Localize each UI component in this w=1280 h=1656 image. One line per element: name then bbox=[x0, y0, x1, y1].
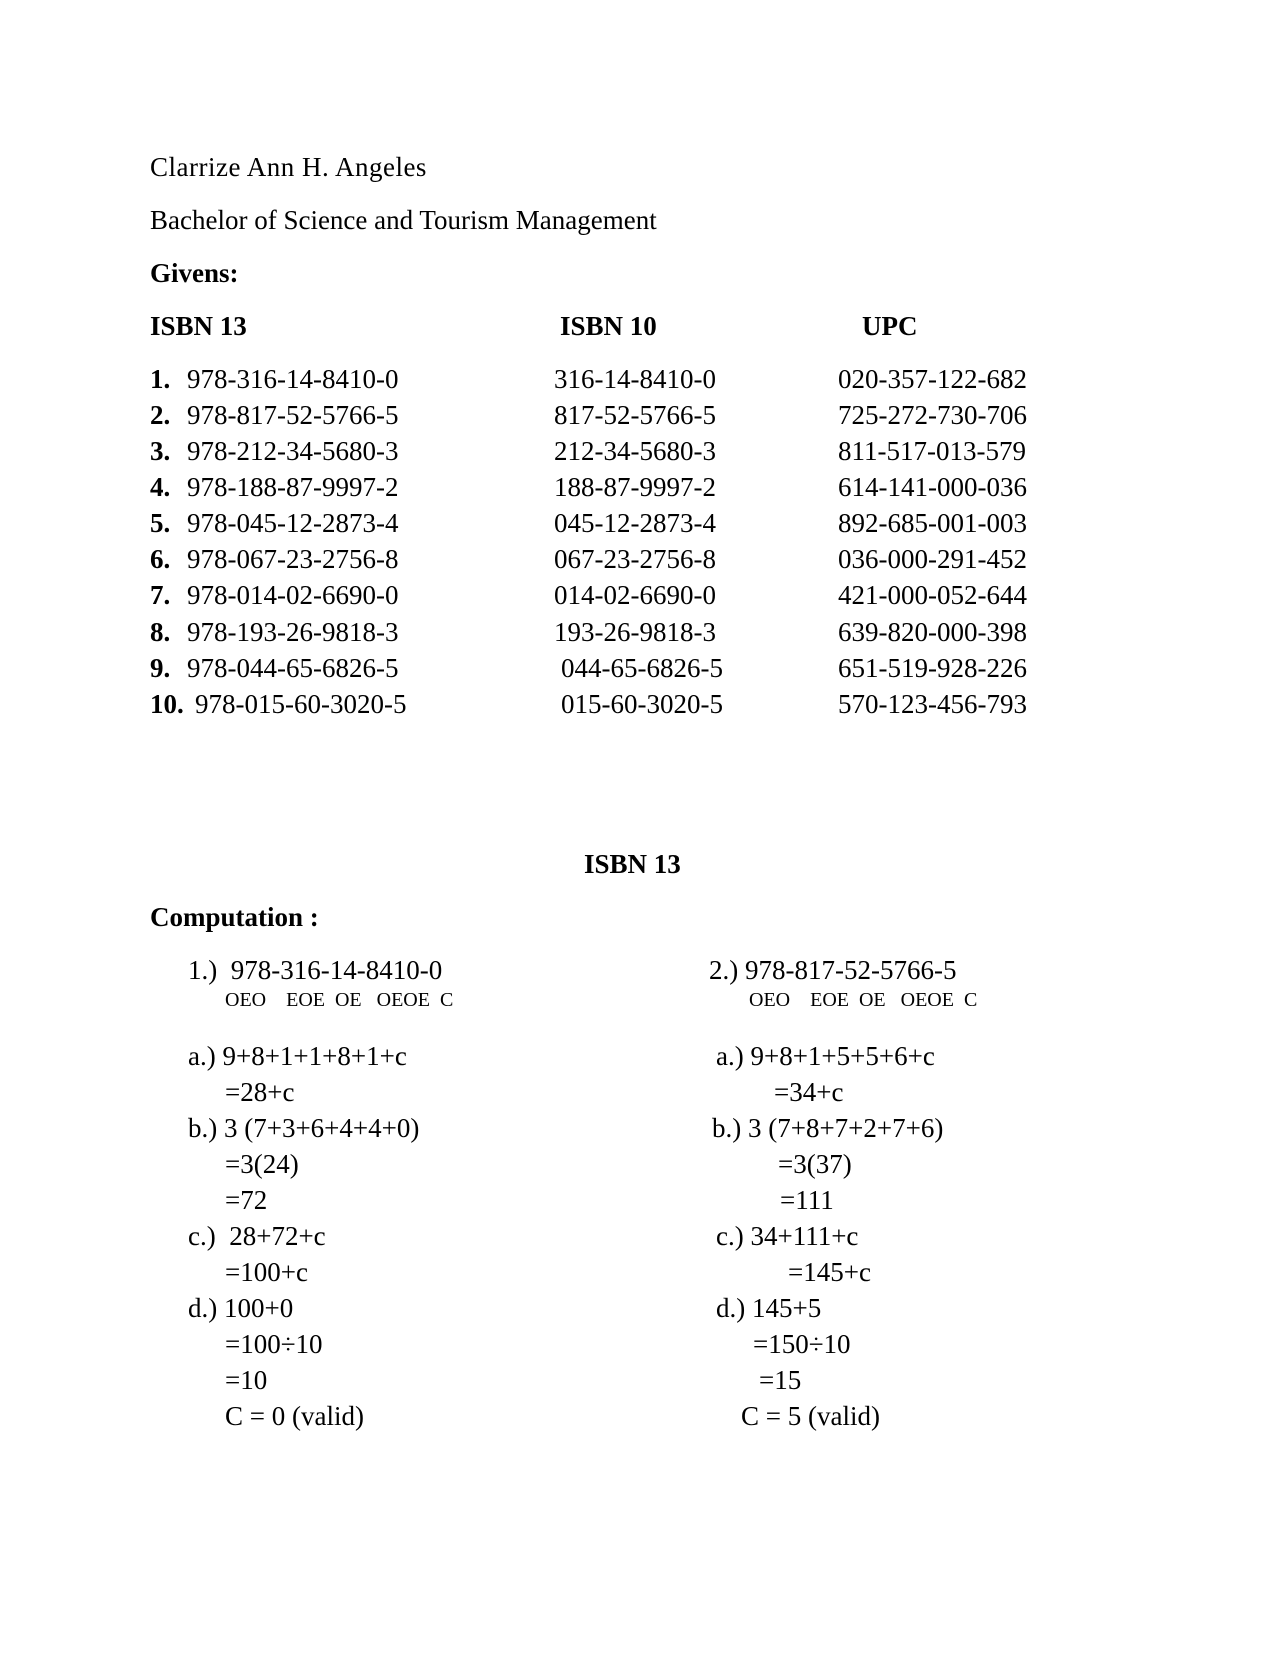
upc-value: 020-357-122-682 bbox=[838, 364, 1027, 394]
table-row bbox=[150, 687, 406, 721]
step-line: d.) 100+0 bbox=[188, 1293, 294, 1323]
step-line: =111 bbox=[780, 1185, 834, 1215]
givens-label: Givens: bbox=[150, 258, 239, 288]
isbn10-value: 188-87-9997-2 bbox=[554, 472, 716, 502]
isbn13-value: 978-212-34-5680-3 bbox=[187, 436, 399, 466]
row-number: 6. bbox=[150, 544, 171, 574]
upc-value: 421-000-052-644 bbox=[838, 580, 1027, 610]
isbn10-value: 045-12-2873-4 bbox=[554, 508, 716, 538]
step-line: d.) 145+5 bbox=[716, 1293, 822, 1323]
step-line: a.) 9+8+1+1+8+1+c bbox=[188, 1041, 407, 1071]
isbn10-value: 212-34-5680-3 bbox=[554, 436, 716, 466]
isbn10-value: 044-65-6826-5 bbox=[561, 653, 723, 683]
step-line: =28+c bbox=[225, 1077, 295, 1107]
table-row bbox=[150, 398, 398, 432]
check-digit-result: C = 0 (valid) bbox=[225, 1401, 364, 1431]
upc-value: 614-141-000-036 bbox=[838, 472, 1027, 502]
isbn10-value: 817-52-5766-5 bbox=[554, 400, 716, 430]
step-line: c.) 28+72+c bbox=[188, 1221, 326, 1251]
row-number: 2. bbox=[150, 400, 171, 430]
step-line: b.) 3 (7+8+7+2+7+6) bbox=[712, 1113, 944, 1143]
upc-value: 036-000-291-452 bbox=[838, 544, 1027, 574]
table-row bbox=[150, 434, 398, 468]
upc-value: 639-820-000-398 bbox=[838, 617, 1027, 647]
step-line: b.) 3 (7+3+6+4+4+0) bbox=[188, 1113, 420, 1143]
isbn13-value: 978-188-87-9997-2 bbox=[187, 472, 399, 502]
step-line: =100÷10 bbox=[225, 1329, 323, 1359]
author-name: Clarrize Ann H. Angeles bbox=[150, 152, 427, 182]
row-number: 7. bbox=[150, 580, 171, 610]
isbn10-value: 067-23-2756-8 bbox=[554, 544, 716, 574]
column-header-isbn10: ISBN 10 bbox=[560, 311, 657, 341]
isbn13-value: 978-014-02-6690-0 bbox=[187, 580, 399, 610]
check-digit-result: C = 5 (valid) bbox=[741, 1401, 880, 1431]
isbn13-value: 978-045-12-2873-4 bbox=[187, 508, 399, 538]
row-number: 8. bbox=[150, 617, 171, 647]
row-number: 3. bbox=[150, 436, 171, 466]
computation-label: Computation : bbox=[150, 902, 319, 932]
step-line: =72 bbox=[225, 1185, 268, 1215]
isbn10-value: 015-60-3020-5 bbox=[561, 689, 723, 719]
step-line: =3(37) bbox=[778, 1149, 852, 1179]
isbn13-value: 978-044-65-6826-5 bbox=[187, 653, 399, 683]
isbn10-value: 316-14-8410-0 bbox=[554, 364, 716, 394]
table-row bbox=[150, 470, 398, 504]
table-row bbox=[150, 542, 398, 576]
step-line: =100+c bbox=[225, 1257, 308, 1287]
table-row bbox=[150, 615, 398, 649]
isbn13-value: 978-067-23-2756-8 bbox=[187, 544, 399, 574]
row-number: 5. bbox=[150, 508, 171, 538]
upc-value: 892-685-001-003 bbox=[838, 508, 1027, 538]
isbn13-value: 978-015-60-3020-5 bbox=[195, 689, 407, 719]
digit-pattern: OEO EOE OE OEOE C bbox=[749, 989, 978, 1011]
upc-value: 725-272-730-706 bbox=[838, 400, 1027, 430]
table-row bbox=[150, 651, 398, 685]
isbn10-value: 193-26-9818-3 bbox=[554, 617, 716, 647]
step-line: =10 bbox=[225, 1365, 268, 1395]
isbn13-value: 978-193-26-9818-3 bbox=[187, 617, 399, 647]
table-row bbox=[150, 506, 398, 540]
computation-title: 1.) 978-316-14-8410-0 bbox=[188, 955, 443, 985]
column-header-upc: UPC bbox=[862, 311, 918, 341]
step-line: =34+c bbox=[774, 1077, 844, 1107]
upc-value: 651-519-928-226 bbox=[838, 653, 1027, 683]
row-number: 9. bbox=[150, 653, 171, 683]
table-row bbox=[150, 578, 398, 612]
row-number: 4. bbox=[150, 472, 171, 502]
table-row bbox=[150, 362, 398, 396]
step-line: =3(24) bbox=[225, 1149, 299, 1179]
column-header-isbn13: ISBN 13 bbox=[150, 311, 247, 341]
isbn10-value: 014-02-6690-0 bbox=[554, 580, 716, 610]
section-title: ISBN 13 bbox=[584, 849, 681, 879]
step-line: =150÷10 bbox=[753, 1329, 851, 1359]
isbn13-value: 978-316-14-8410-0 bbox=[187, 364, 399, 394]
row-number: 1. bbox=[150, 364, 171, 394]
computation-title: 2.) 978-817-52-5766-5 bbox=[709, 955, 957, 985]
step-line: =145+c bbox=[788, 1257, 871, 1287]
upc-value: 570-123-456-793 bbox=[838, 689, 1027, 719]
isbn13-value: 978-817-52-5766-5 bbox=[187, 400, 399, 430]
step-line: a.) 9+8+1+5+5+6+c bbox=[716, 1041, 935, 1071]
upc-value: 811-517-013-579 bbox=[838, 436, 1026, 466]
step-line: c.) 34+111+c bbox=[716, 1221, 859, 1251]
digit-pattern: OEO EOE OE OEOE C bbox=[225, 989, 454, 1011]
row-number: 10. bbox=[150, 689, 184, 719]
step-line: =15 bbox=[759, 1365, 802, 1395]
program-name: Bachelor of Science and Tourism Management bbox=[150, 205, 657, 235]
